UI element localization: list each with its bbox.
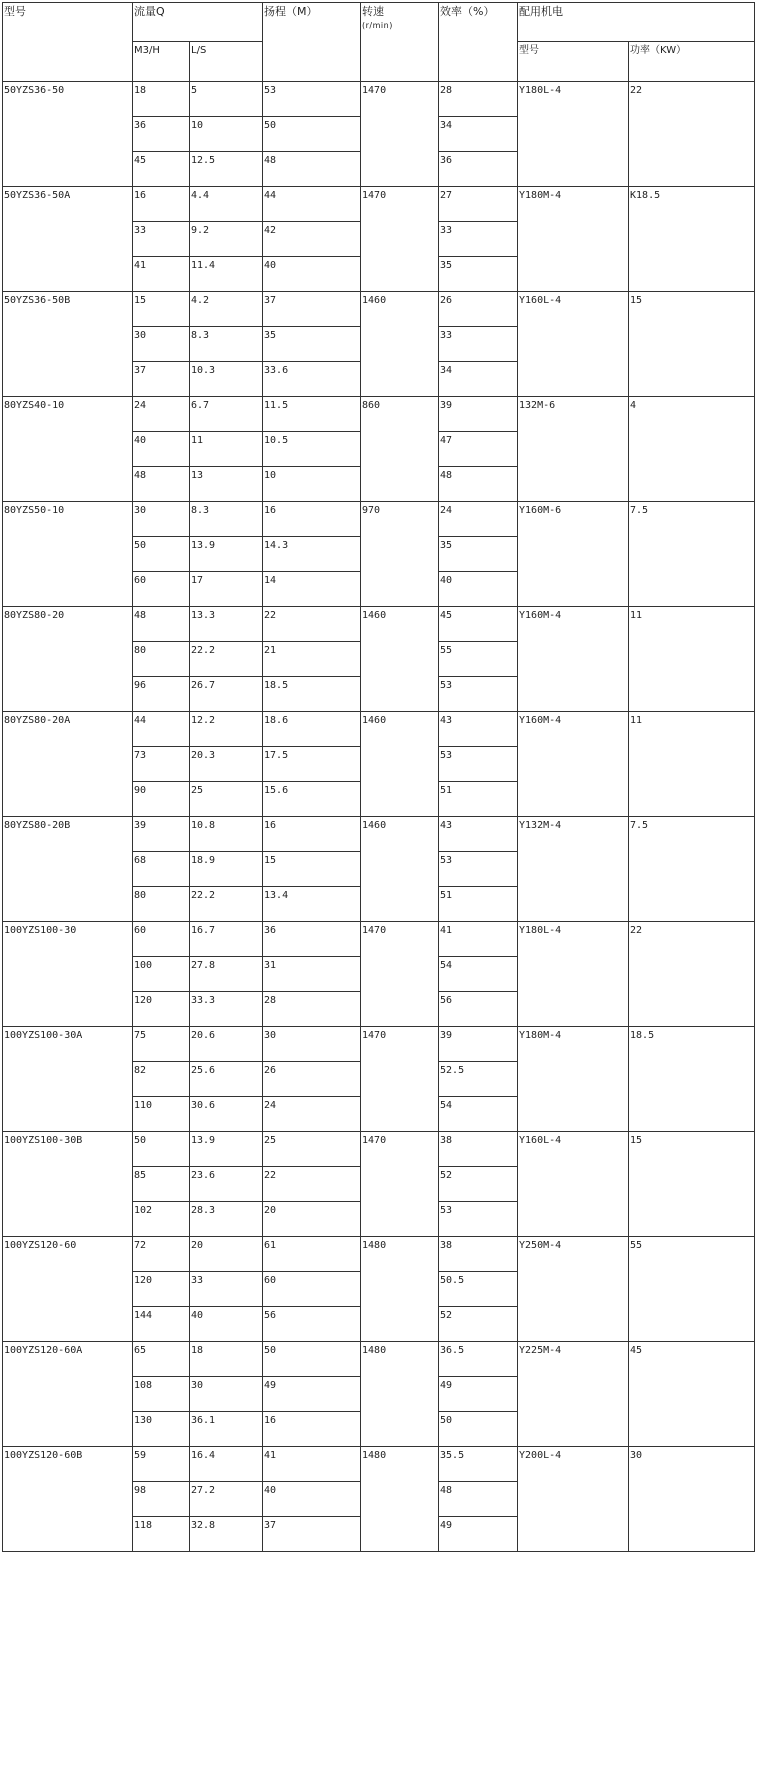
cell-head: 10.5 (263, 432, 361, 467)
cell-flow-m3h: 80 (133, 642, 190, 677)
cell-flow-m3h: 98 (133, 1482, 190, 1517)
cell-head: 49 (263, 1377, 361, 1412)
cell-motor-model: Y225M-4 (518, 1342, 629, 1447)
cell-head: 36 (263, 922, 361, 957)
cell-motor-model: 132M-6 (518, 397, 629, 502)
cell-model: 50YZS36-50 (3, 82, 133, 187)
cell-flow-ls: 10.8 (190, 817, 263, 852)
cell-efficiency: 28 (439, 82, 518, 117)
cell-flow-ls: 13.9 (190, 1132, 263, 1167)
cell-efficiency: 53 (439, 747, 518, 782)
cell-head: 18.6 (263, 712, 361, 747)
cell-flow-ls: 5 (190, 82, 263, 117)
header-speed-unit: (r/min) (362, 21, 393, 30)
table-row (3, 922, 755, 957)
cell-motor-model: Y180M-4 (518, 187, 629, 292)
cell-motor-model: Y180L-4 (518, 82, 629, 187)
cell-head: 30 (263, 1027, 361, 1062)
table-row (3, 1132, 755, 1167)
cell-flow-ls: 30 (190, 1377, 263, 1412)
cell-head: 15 (263, 852, 361, 887)
cell-motor-model: Y160M-6 (518, 502, 629, 607)
header-speed (361, 3, 439, 82)
cell-flow-ls: 33 (190, 1272, 263, 1307)
cell-flow-m3h: 85 (133, 1167, 190, 1202)
cell-head: 44 (263, 187, 361, 222)
header-flow-ls: L/S (190, 42, 263, 82)
cell-flow-m3h: 48 (133, 607, 190, 642)
cell-flow-m3h: 73 (133, 747, 190, 782)
cell-flow-ls: 32.8 (190, 1517, 263, 1552)
cell-flow-m3h: 90 (133, 782, 190, 817)
cell-speed: 1460 (361, 712, 439, 817)
cell-efficiency: 36 (439, 152, 518, 187)
cell-head: 37 (263, 292, 361, 327)
cell-flow-ls: 23.6 (190, 1167, 263, 1202)
cell-head: 26 (263, 1062, 361, 1097)
cell-flow-m3h: 30 (133, 502, 190, 537)
cell-head: 50 (263, 117, 361, 152)
table-row (3, 712, 755, 747)
cell-efficiency: 56 (439, 992, 518, 1027)
cell-flow-m3h: 68 (133, 852, 190, 887)
cell-head: 37 (263, 1517, 361, 1552)
cell-efficiency: 52 (439, 1307, 518, 1342)
cell-speed: 860 (361, 397, 439, 502)
header-head: 扬程（M） (263, 3, 361, 82)
header-model: 型号 (3, 3, 133, 82)
cell-efficiency: 51 (439, 887, 518, 922)
cell-flow-ls: 16.7 (190, 922, 263, 957)
cell-head: 28 (263, 992, 361, 1027)
cell-flow-ls: 12.2 (190, 712, 263, 747)
cell-flow-m3h: 16 (133, 187, 190, 222)
cell-flow-ls: 20 (190, 1237, 263, 1272)
cell-head: 40 (263, 257, 361, 292)
cell-flow-m3h: 130 (133, 1412, 190, 1447)
cell-efficiency: 33 (439, 327, 518, 362)
cell-model: 80YZS80-20 (3, 607, 133, 712)
cell-flow-m3h: 118 (133, 1517, 190, 1552)
cell-efficiency: 48 (439, 1482, 518, 1517)
cell-motor-model: Y132M-4 (518, 817, 629, 922)
cell-efficiency: 49 (439, 1517, 518, 1552)
cell-head: 16 (263, 817, 361, 852)
cell-efficiency: 48 (439, 467, 518, 502)
cell-motor-power: K18.5 (629, 187, 755, 292)
cell-motor-power: 7.5 (629, 817, 755, 922)
cell-efficiency: 35 (439, 537, 518, 572)
cell-speed: 1470 (361, 1132, 439, 1237)
cell-motor-power: 22 (629, 922, 755, 1027)
cell-motor-power: 15 (629, 292, 755, 397)
table-row (3, 1447, 755, 1482)
cell-head: 10 (263, 467, 361, 502)
cell-efficiency: 55 (439, 642, 518, 677)
cell-motor-power: 55 (629, 1237, 755, 1342)
cell-flow-ls: 27.8 (190, 957, 263, 992)
cell-flow-m3h: 65 (133, 1342, 190, 1377)
cell-flow-m3h: 15 (133, 292, 190, 327)
cell-head: 60 (263, 1272, 361, 1307)
cell-head: 18.5 (263, 677, 361, 712)
table-row (3, 82, 755, 117)
cell-head: 31 (263, 957, 361, 992)
cell-flow-ls: 25.6 (190, 1062, 263, 1097)
table-row (3, 607, 755, 642)
cell-flow-m3h: 102 (133, 1202, 190, 1237)
cell-motor-model: Y160L-4 (518, 1132, 629, 1237)
cell-efficiency: 51 (439, 782, 518, 817)
cell-efficiency: 50 (439, 1412, 518, 1447)
cell-head: 16 (263, 1412, 361, 1447)
cell-flow-m3h: 60 (133, 922, 190, 957)
cell-flow-m3h: 59 (133, 1447, 190, 1482)
cell-flow-m3h: 60 (133, 572, 190, 607)
cell-flow-m3h: 110 (133, 1097, 190, 1132)
cell-head: 35 (263, 327, 361, 362)
cell-efficiency: 27 (439, 187, 518, 222)
cell-motor-model: Y160L-4 (518, 292, 629, 397)
cell-efficiency: 52.5 (439, 1062, 518, 1097)
cell-flow-ls: 20.6 (190, 1027, 263, 1062)
cell-efficiency: 47 (439, 432, 518, 467)
cell-efficiency: 36.5 (439, 1342, 518, 1377)
cell-speed: 1480 (361, 1237, 439, 1342)
cell-model: 50YZS36-50B (3, 292, 133, 397)
cell-head: 14.3 (263, 537, 361, 572)
cell-efficiency: 33 (439, 222, 518, 257)
cell-motor-power: 18.5 (629, 1027, 755, 1132)
cell-flow-ls: 13.3 (190, 607, 263, 642)
cell-flow-ls: 33.3 (190, 992, 263, 1027)
header-motor-model: 型号 (518, 42, 629, 82)
cell-flow-ls: 22.2 (190, 642, 263, 677)
cell-flow-m3h: 36 (133, 117, 190, 152)
table-row (3, 817, 755, 852)
cell-head: 17.5 (263, 747, 361, 782)
cell-flow-ls: 36.1 (190, 1412, 263, 1447)
header-efficiency: 效率（%） (439, 3, 518, 82)
cell-head: 61 (263, 1237, 361, 1272)
cell-motor-power: 4 (629, 397, 755, 502)
table-row (3, 292, 755, 327)
cell-efficiency: 53 (439, 852, 518, 887)
cell-flow-ls: 27.2 (190, 1482, 263, 1517)
cell-flow-ls: 6.7 (190, 397, 263, 432)
cell-flow-m3h: 37 (133, 362, 190, 397)
cell-model: 100YZS100-30B (3, 1132, 133, 1237)
cell-flow-ls: 12.5 (190, 152, 263, 187)
cell-speed: 1470 (361, 82, 439, 187)
cell-flow-m3h: 120 (133, 992, 190, 1027)
cell-head: 40 (263, 1482, 361, 1517)
cell-flow-ls: 18 (190, 1342, 263, 1377)
cell-model: 50YZS36-50A (3, 187, 133, 292)
cell-motor-power: 7.5 (629, 502, 755, 607)
cell-flow-m3h: 50 (133, 1132, 190, 1167)
cell-flow-ls: 28.3 (190, 1202, 263, 1237)
cell-flow-ls: 9.2 (190, 222, 263, 257)
cell-model: 80YZS40-10 (3, 397, 133, 502)
cell-flow-m3h: 18 (133, 82, 190, 117)
cell-flow-m3h: 41 (133, 257, 190, 292)
cell-flow-ls: 30.6 (190, 1097, 263, 1132)
cell-efficiency: 53 (439, 677, 518, 712)
table-row (3, 1027, 755, 1062)
cell-efficiency: 43 (439, 712, 518, 747)
cell-efficiency: 54 (439, 1097, 518, 1132)
cell-speed: 1470 (361, 922, 439, 1027)
cell-motor-model: Y160M-4 (518, 712, 629, 817)
cell-flow-ls: 20.3 (190, 747, 263, 782)
cell-efficiency: 41 (439, 922, 518, 957)
cell-efficiency: 34 (439, 117, 518, 152)
cell-flow-ls: 26.7 (190, 677, 263, 712)
cell-head: 13.4 (263, 887, 361, 922)
cell-head: 14 (263, 572, 361, 607)
cell-flow-m3h: 120 (133, 1272, 190, 1307)
cell-flow-ls: 4.2 (190, 292, 263, 327)
cell-flow-m3h: 48 (133, 467, 190, 502)
cell-head: 50 (263, 1342, 361, 1377)
cell-head: 53 (263, 82, 361, 117)
cell-model: 100YZS120-60B (3, 1447, 133, 1552)
cell-head: 22 (263, 607, 361, 642)
cell-efficiency: 54 (439, 957, 518, 992)
cell-efficiency: 52 (439, 1167, 518, 1202)
cell-flow-m3h: 72 (133, 1237, 190, 1272)
header-flow-m3h: M3/H (133, 42, 190, 82)
cell-speed: 1480 (361, 1342, 439, 1447)
cell-motor-power: 45 (629, 1342, 755, 1447)
cell-speed: 1470 (361, 187, 439, 292)
cell-efficiency: 39 (439, 397, 518, 432)
cell-efficiency: 39 (439, 1027, 518, 1062)
header-speed-label: 转速 (362, 5, 385, 18)
cell-motor-power: 15 (629, 1132, 755, 1237)
cell-flow-ls: 11.4 (190, 257, 263, 292)
cell-head: 11.5 (263, 397, 361, 432)
cell-motor-power: 22 (629, 82, 755, 187)
cell-flow-m3h: 30 (133, 327, 190, 362)
cell-model: 80YZS80-20B (3, 817, 133, 922)
cell-head: 25 (263, 1132, 361, 1167)
cell-efficiency: 35.5 (439, 1447, 518, 1482)
cell-flow-m3h: 100 (133, 957, 190, 992)
cell-efficiency: 40 (439, 572, 518, 607)
cell-flow-m3h: 96 (133, 677, 190, 712)
header-flow: 流量Q (133, 3, 263, 42)
cell-model: 100YZS100-30A (3, 1027, 133, 1132)
cell-head: 21 (263, 642, 361, 677)
cell-flow-m3h: 24 (133, 397, 190, 432)
spec-table-body (3, 82, 755, 1552)
cell-flow-m3h: 82 (133, 1062, 190, 1097)
cell-motor-model: Y180L-4 (518, 922, 629, 1027)
cell-flow-m3h: 80 (133, 887, 190, 922)
cell-efficiency: 43 (439, 817, 518, 852)
cell-flow-ls: 17 (190, 572, 263, 607)
cell-efficiency: 38 (439, 1132, 518, 1167)
cell-flow-m3h: 33 (133, 222, 190, 257)
cell-head: 42 (263, 222, 361, 257)
cell-flow-ls: 18.9 (190, 852, 263, 887)
cell-head: 16 (263, 502, 361, 537)
cell-flow-ls: 22.2 (190, 887, 263, 922)
cell-efficiency: 45 (439, 607, 518, 642)
cell-flow-m3h: 144 (133, 1307, 190, 1342)
cell-flow-ls: 4.4 (190, 187, 263, 222)
cell-flow-ls: 8.3 (190, 502, 263, 537)
cell-head: 33.6 (263, 362, 361, 397)
cell-head: 20 (263, 1202, 361, 1237)
pump-spec-table (2, 2, 755, 1552)
header-motor: 配用机电 (518, 3, 755, 42)
cell-model: 100YZS120-60A (3, 1342, 133, 1447)
cell-flow-ls: 13.9 (190, 537, 263, 572)
cell-flow-m3h: 39 (133, 817, 190, 852)
cell-flow-ls: 8.3 (190, 327, 263, 362)
cell-flow-m3h: 40 (133, 432, 190, 467)
cell-speed: 1460 (361, 817, 439, 922)
cell-model: 100YZS120-60 (3, 1237, 133, 1342)
table-row (3, 187, 755, 222)
cell-efficiency: 24 (439, 502, 518, 537)
header-motor-power: 功率（KW） (629, 42, 755, 82)
cell-head: 24 (263, 1097, 361, 1132)
cell-efficiency: 35 (439, 257, 518, 292)
cell-flow-ls: 10.3 (190, 362, 263, 397)
cell-speed: 1460 (361, 607, 439, 712)
cell-flow-ls: 25 (190, 782, 263, 817)
cell-flow-ls: 13 (190, 467, 263, 502)
cell-motor-model: Y200L-4 (518, 1447, 629, 1552)
cell-head: 15.6 (263, 782, 361, 817)
cell-flow-m3h: 75 (133, 1027, 190, 1062)
cell-motor-power: 11 (629, 712, 755, 817)
cell-efficiency: 34 (439, 362, 518, 397)
cell-speed: 970 (361, 502, 439, 607)
cell-efficiency: 26 (439, 292, 518, 327)
cell-head: 48 (263, 152, 361, 187)
cell-motor-model: Y250M-4 (518, 1237, 629, 1342)
cell-flow-ls: 40 (190, 1307, 263, 1342)
cell-efficiency: 53 (439, 1202, 518, 1237)
cell-head: 41 (263, 1447, 361, 1482)
table-row (3, 502, 755, 537)
cell-model: 80YZS50-10 (3, 502, 133, 607)
cell-model: 80YZS80-20A (3, 712, 133, 817)
cell-motor-model: Y180M-4 (518, 1027, 629, 1132)
cell-flow-m3h: 45 (133, 152, 190, 187)
cell-flow-ls: 10 (190, 117, 263, 152)
cell-flow-ls: 16.4 (190, 1447, 263, 1482)
cell-speed: 1470 (361, 1027, 439, 1132)
cell-motor-power: 11 (629, 607, 755, 712)
cell-motor-power: 30 (629, 1447, 755, 1552)
table-row (3, 1342, 755, 1377)
cell-model: 100YZS100-30 (3, 922, 133, 1027)
cell-efficiency: 49 (439, 1377, 518, 1412)
cell-flow-m3h: 108 (133, 1377, 190, 1412)
cell-head: 56 (263, 1307, 361, 1342)
cell-flow-ls: 11 (190, 432, 263, 467)
cell-efficiency: 50.5 (439, 1272, 518, 1307)
cell-flow-m3h: 50 (133, 537, 190, 572)
cell-motor-model: Y160M-4 (518, 607, 629, 712)
table-row (3, 397, 755, 432)
table-row (3, 1237, 755, 1272)
cell-efficiency: 38 (439, 1237, 518, 1272)
cell-speed: 1460 (361, 292, 439, 397)
cell-speed: 1480 (361, 1447, 439, 1552)
cell-head: 22 (263, 1167, 361, 1202)
cell-flow-m3h: 44 (133, 712, 190, 747)
